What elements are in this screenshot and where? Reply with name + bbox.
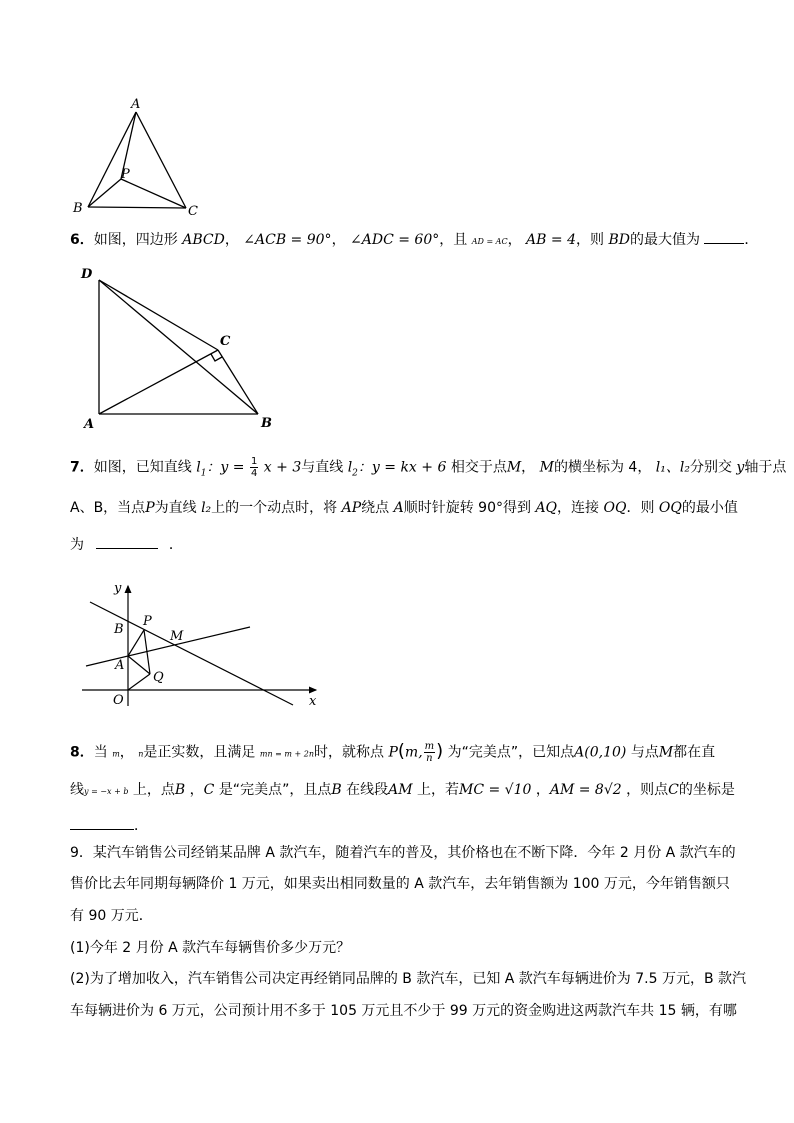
question-8-line-3: ． — [70, 815, 148, 836]
label-d: D — [81, 267, 93, 282]
question-9-line-3: 有 90 万元． — [70, 908, 153, 924]
label-b: B — [73, 201, 83, 216]
question-7-line-2: A、B，当点P为直线 l₂上的一个动点时，将 AP绕点 A顺时针旋转 90°得到 AQ，连接 OQ．则 OQ的最小值 — [70, 500, 738, 516]
fraction-one-quarter: $\frac{1}{4}$ — [250, 456, 258, 479]
question-9-line-2: 售价比去年同期每辆降价 1 万元，如果卖出相同数量的 A 款汽车，去年销售额为 100 万元，今年销售额只 — [70, 876, 730, 892]
question-8-line-1: 8．当 m， n是正实数，且满足 mn = m + 2n时，就称点 P(m, $\frac{m}{n}$ ) 为“完美点”，已知点A(0,10) 与点M都在直 — [70, 740, 716, 764]
segment-bc — [88, 207, 186, 208]
answer-blank-8 — [70, 815, 134, 830]
label-y: y — [114, 581, 122, 596]
label-c: C — [220, 334, 231, 349]
label-q: Q — [153, 670, 164, 685]
question-7-line-3: 为 ． — [70, 534, 183, 555]
segment-ab — [88, 112, 136, 207]
label-x: x — [309, 694, 317, 709]
segment-pb — [88, 179, 121, 207]
question-9-part-2-line-1: (2)为了增加收入，汽车销售公司决定再经销同品牌的 B 款汽车，已知 A 款汽车每辆进价为 7.5 万元，B 款汽 — [70, 971, 747, 987]
label-m: M — [170, 629, 184, 644]
question-9-part-1: (1)今年 2 月份 A 款汽车每辆售价多少万元？ — [70, 940, 351, 956]
question-7-line-1: 7．如图，已知直线 $l_1$：y = $\frac{1}{4}$ x + 3与直线 $l_2$：y = kx + 6 相交于点M， M的横坐标为 4， l₁、l₂分别交 y轴于点 — [70, 456, 787, 479]
fraction-m-over-n: $\frac{m}{n}$ — [424, 741, 435, 764]
question-6-text: 6．如图，四边形 ABCD， ∠ACB = 90°， ∠ADC = 60°，且 AD = AC， AB = 4，则 BD的最大值为 ． — [70, 229, 758, 252]
label-a: A — [115, 658, 125, 673]
segment-pc — [121, 179, 186, 208]
label-a: A — [131, 97, 141, 112]
right-angle-mark — [211, 354, 222, 361]
segment-aq — [128, 656, 150, 674]
segment-db — [99, 280, 258, 414]
label-o: O — [113, 693, 124, 708]
line-l1 — [86, 627, 250, 666]
label-p: P — [143, 614, 152, 629]
question-8-line-2: 线y = −x + b 上，点B ，C 是“完美点”，且点B 在线段AM 上，若MC = √10 ，AM = 8√2 ，则点C的坐标是 — [70, 782, 735, 798]
answer-blank-7 — [96, 534, 158, 549]
label-a: A — [84, 417, 95, 432]
label-b: B — [114, 622, 124, 637]
segment-oq — [128, 674, 150, 690]
segment-ap — [128, 630, 144, 656]
segment-cb — [218, 350, 258, 414]
answer-blank-6 — [704, 229, 744, 244]
label-c: C — [188, 204, 198, 219]
question-9-line-1: 9．某汽车销售公司经销某品牌 A 款汽车，随着汽车的普及，其价格也在不断下降．今年 2 月份 A 款汽车的 — [70, 845, 736, 861]
segment-dc — [99, 280, 218, 350]
figure-triangle-abc — [65, 95, 215, 225]
figure-coordinate-lines — [78, 578, 328, 713]
segment-ac — [136, 112, 186, 208]
label-b: B — [261, 416, 272, 431]
question-9-part-2-line-2: 车每辆进价为 6 万元，公司预计用不多于 105 万元且不少于 99 万元的资金购进这两款汽车共 15 辆，有哪 — [70, 1003, 737, 1019]
label-p: P — [121, 167, 130, 182]
segment-ac — [99, 350, 218, 414]
figure-quadrilateral-abcd — [78, 262, 278, 432]
